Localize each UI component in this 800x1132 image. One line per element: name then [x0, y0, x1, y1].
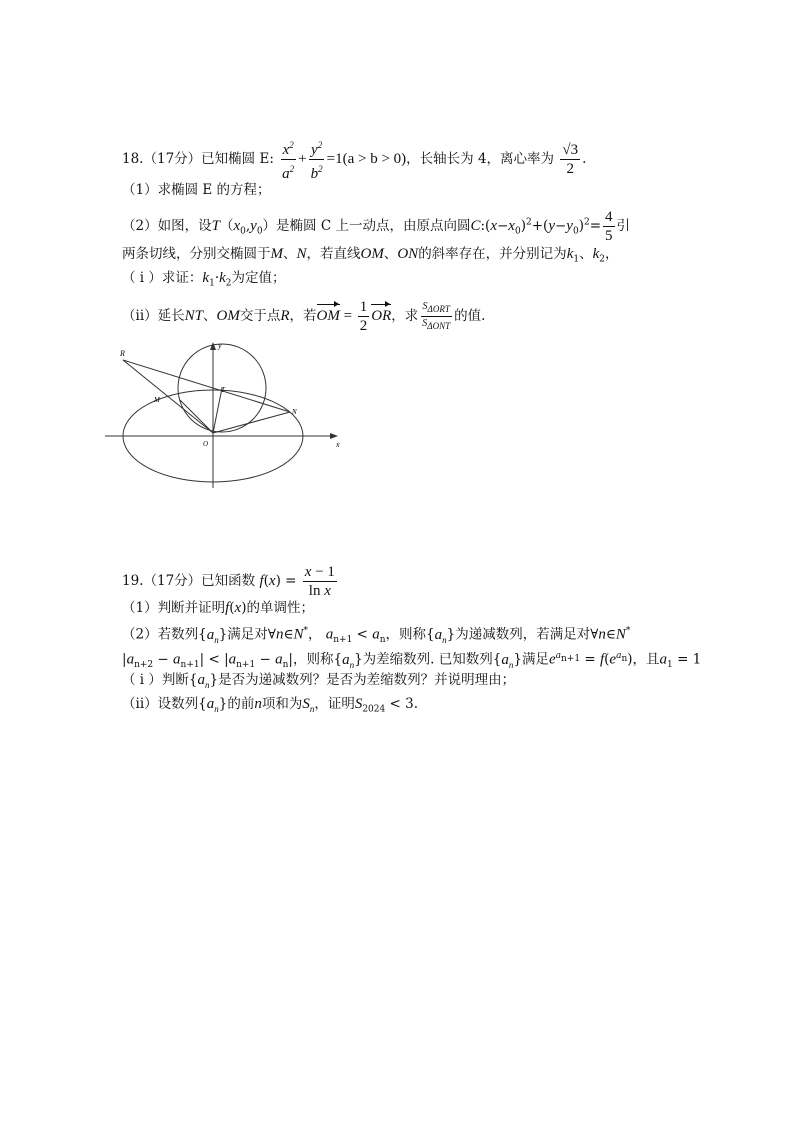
label-N: N	[292, 408, 297, 416]
q18-frac-x: $\frac{x^2}{a^2}$	[280, 136, 296, 183]
y-axis-arrow	[210, 342, 216, 350]
q18-frac-y: $\frac{y^2}{b^2}$	[309, 136, 325, 183]
q18-frac-half: $\frac{1}{2}$	[359, 299, 368, 334]
q19-sub2-d: 为递减数列，若满足对	[455, 626, 591, 643]
q18-part-ii: （ii）延长NT、OM交于点R，若OM = $\frac{1}{2}$ OR，求 $\frac{S_{\Delta ORT}}{S_{\Delta ONT}}$ 的值.	[122, 299, 486, 334]
q18-frac-area: $\frac{S_{\Delta ORT}}{S_{\Delta ONT}}$	[422, 301, 451, 331]
line-OM-tangent	[180, 400, 213, 433]
label-M: M	[154, 396, 160, 404]
q19-line3-c: 为差缩数列. 已知数列	[362, 651, 493, 668]
q18-part-ii-d: ，求	[391, 308, 419, 324]
q19-part-i-a: （ i ）判断	[122, 672, 189, 688]
label-x: x	[336, 440, 340, 449]
q18-score: （17分）	[143, 151, 202, 167]
q18-part-ii-b: 交于点	[239, 308, 281, 324]
q19-sub1: （1）判断并证明f(x)的单调性；	[122, 600, 314, 616]
q19-frac-f: $\frac{x - 1}{\text{ln x}}$	[304, 564, 335, 599]
q19-sub2-c: ，则称	[385, 626, 427, 643]
q18-part-i: （ i ）求证：$k_1\cdot k_2$为定值；	[122, 270, 286, 289]
line-OT	[213, 388, 222, 433]
q18-cond: ，长轴长为 4，离心率为	[406, 151, 555, 167]
q18-part-ii-a: （ii）延长	[122, 308, 185, 324]
q18-sub1: （1）求椭圆 E 的方程；	[122, 182, 271, 198]
q19-line3: $|a_{n+2} - a_{n+1}| < |a_{n+1} - a_n|$，则称$\{a_n\}$为差缩数列. 已知数列$\{a_n\}$满足$e^{a_{n+1}} = f(e^{a_n})$，且$a_1 = 1$	[122, 651, 702, 671]
q18-line2-b: ，若直线	[306, 246, 361, 262]
q19-number: 19.	[122, 573, 144, 589]
ellipse-circle-figure	[100, 340, 360, 490]
label-y: y	[218, 341, 222, 350]
q19-score: （17分）	[143, 573, 202, 589]
q19-line3-b: ，则称	[292, 651, 334, 668]
q18-line2-a: 两条切线，分别交椭圆于	[122, 246, 271, 262]
q18-frac-r2: $\frac{4}{5}$	[605, 209, 613, 244]
q19-line1: 19.（17分）已知函数 f(x) = $\frac{x - 1}{\text{ln x}}$	[122, 564, 335, 599]
q18-part-ii-e: 的值.	[454, 308, 486, 324]
line-ON	[213, 412, 290, 433]
q19-part-ii-c: 项和为	[261, 696, 303, 712]
q19-intro: 已知函数	[201, 573, 256, 589]
q18-frac-ecc: $\frac{√3}{2}$	[562, 142, 579, 177]
x-axis-arrow	[330, 433, 338, 439]
q18-eq-rest: =1(a > b > 0)	[326, 151, 407, 167]
label-T: T	[221, 386, 225, 394]
q18-line1: 18.（17分）已知椭圆 E: $\frac{x^2}{a^2}$ + $\frac{y^2}{b^2}$ =1(a > b > 0)，长轴长为 4，离心率为 $\frac{√3}{2}$ .	[122, 136, 586, 183]
q18-part-ii-c: ，若	[289, 308, 317, 324]
q19-part-i: （ i ）判断$\{a_n\}$是否为递减数列？是否为差缩数列？并说明理由；	[122, 672, 516, 690]
q19-sub1-b: 的单调性；	[246, 600, 314, 616]
q18-sub2-b: 是椭圆 C 上一动点，由原点向圆	[276, 218, 471, 234]
q19-part-ii-d: ，证明	[314, 696, 355, 712]
q18-number: 18.	[122, 151, 144, 167]
q19-part-ii-a: （ii）设数列	[122, 696, 199, 712]
line-OR	[123, 360, 213, 433]
q18-sub2-c: 引	[616, 218, 631, 234]
q19-part-i-b: 是否为递减数列？是否为差缩数列？并说明理由；	[218, 672, 516, 688]
q19-part-ii: （ii）设数列$\{a_n\}$的前n项和为$S_n$，证明$S_{2024} < 3$.	[122, 696, 419, 715]
q18-intro: 已知椭圆 E:	[201, 151, 274, 167]
q19-sub2-b: 满足对	[227, 626, 268, 643]
q18-line2: 两条切线，分别交椭圆于M、N，若直线OM、ON的斜率存在，并分别记为$k_1$、$k_2$，	[122, 246, 619, 265]
q18-sub2: （2）如图，设$T(x_0,y_0)$是椭圆 C 上一动点，由原点向圆$C:(x-x_0)^2+(y-y_0)^2=$ $\frac{4}{5}$ 引	[122, 209, 631, 244]
q19-line3-e: ，且	[632, 651, 660, 668]
q19-sub2-a: （2）若数列	[122, 626, 199, 643]
q19-line3-d: 满足	[521, 651, 549, 668]
q18-part-i-a: （ i ）求证：	[122, 270, 203, 286]
q19-part-ii-b: 的前	[227, 696, 255, 712]
q19-sub1-a: （1）判断并证明	[122, 600, 226, 616]
q18-sub2-a: （2）如图，设	[122, 218, 212, 234]
label-O: O	[203, 440, 209, 448]
q18-line2-c: 的斜率存在，并分别记为	[418, 246, 567, 262]
q18-part-i-b: 为定值；	[231, 270, 286, 286]
q19-sub2: （2）若数列$\{a_n\}$满足对∀n∈N*， $a_{n+1} < a_n$，则称$\{a_n\}$为递减数列，若满足对∀n∈N*	[122, 626, 631, 646]
label-R: R	[120, 349, 125, 358]
